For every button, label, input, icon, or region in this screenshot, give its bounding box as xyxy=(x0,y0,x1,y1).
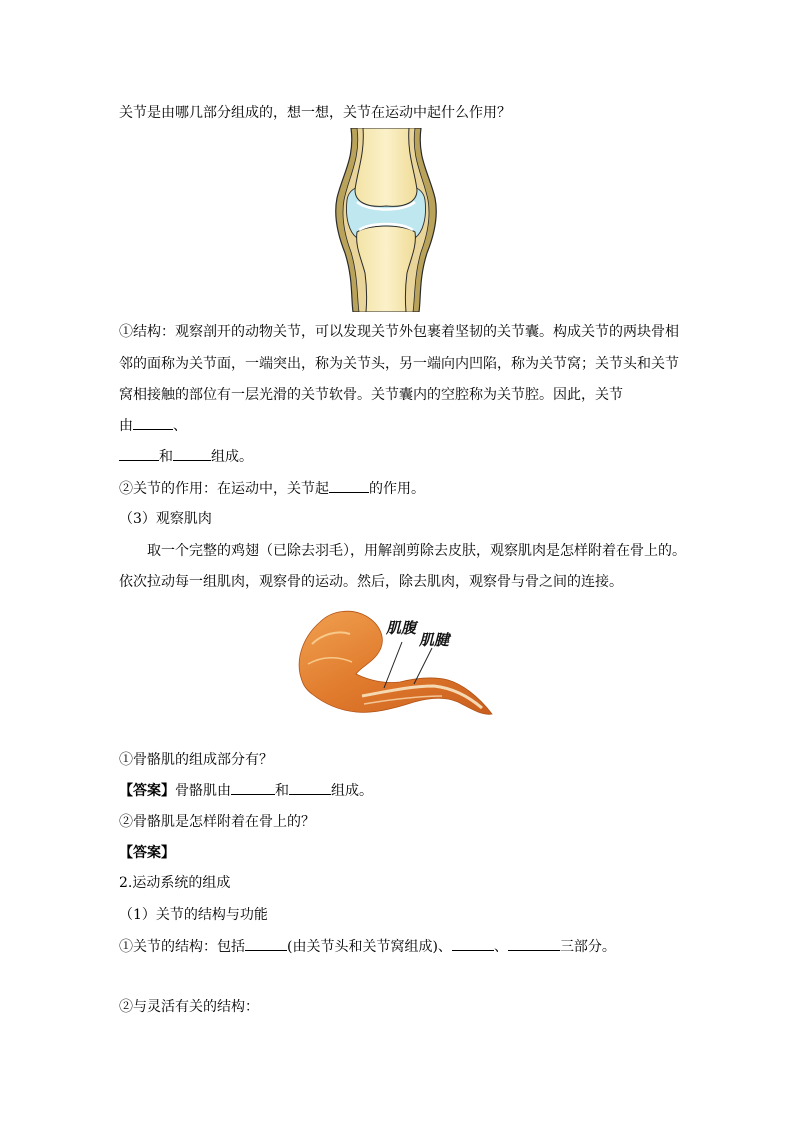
section-joint-structure-function: （1）关节的结构与功能 xyxy=(119,907,268,923)
text-you: 由 xyxy=(119,418,133,434)
muscle-para-line2: 依次拉动每一组肌肉，观察骨的运动。然后，除去肌肉，观察骨与骨之间的连接。 xyxy=(119,574,623,590)
section-observe-muscle: （3）观察肌肉 xyxy=(119,511,212,527)
joint-structure-line1: ①结构：观察剖开的动物关节，可以发现关节外包裹着坚韧的关节囊。构成关节的两块骨相 xyxy=(119,324,679,340)
joint-function-text: ②关节的作用：在运动中，关节起 xyxy=(119,481,329,497)
answer-1-line xyxy=(119,780,373,801)
struct-text-a: ①关节的结构：包括 xyxy=(119,939,245,955)
question-skeletal-muscle-parts: ①骨骼肌的组成部分有？ xyxy=(119,752,273,768)
joint-illustration xyxy=(335,128,437,312)
answer-tag: 【答案】 xyxy=(119,783,175,799)
muscle-para-line1: 取一个完整的鸡翅（已除去羽毛），用解剖剪除去皮肤，观察肌肉是怎样附着在骨上的。 xyxy=(147,543,686,559)
flexibility-structure-line: ②与灵活有关的结构： xyxy=(119,999,259,1015)
answer-1-he: 和 xyxy=(275,783,289,799)
label-tendon: 肌腱 xyxy=(419,631,450,649)
joint-structure-summary xyxy=(119,936,616,957)
joint-function-end: 的作用。 xyxy=(369,481,425,497)
answer-1-end: 组成。 xyxy=(331,783,373,799)
blank-6[interactable] xyxy=(289,780,331,795)
struct-text-c: 、 xyxy=(493,939,508,955)
blank-7[interactable] xyxy=(245,936,287,951)
blank-3[interactable] xyxy=(173,446,211,461)
answer-2-tag: 【答案】 xyxy=(119,845,175,861)
text-he: 和 xyxy=(159,449,173,465)
joint-structure-line3: 窝相接触的部位有一层光滑的关节软骨。关节囊内的空腔称为关节腔。因此，关节 xyxy=(119,387,623,403)
blank-8[interactable] xyxy=(452,936,494,951)
text-zucheng: 组成。 xyxy=(211,449,253,465)
blank-2[interactable] xyxy=(119,446,159,461)
label-muscle-belly: 肌腹 xyxy=(386,619,417,637)
blank-1[interactable] xyxy=(133,415,173,430)
blank-5[interactable] xyxy=(231,780,275,795)
joint-structure-line4 xyxy=(119,415,187,436)
blank-9[interactable] xyxy=(508,936,560,951)
section-motor-system: 2.运动系统的组成 xyxy=(119,875,231,891)
joint-structure-line2: 邻的面称为关节面，一端突出，称为关节头，另一端向内凹陷，称为关节窝；关节头和关节 xyxy=(119,356,679,372)
question-muscle-attachment: ②骨骼肌是怎样附着在骨上的？ xyxy=(119,814,315,830)
struct-text-d: 三部分。 xyxy=(559,939,616,955)
answer-1-text: 骨骼肌由 xyxy=(175,783,231,799)
joint-function-line xyxy=(119,478,425,499)
struct-text-b: (由关节头和关节窝组成)、 xyxy=(287,939,452,955)
question-joint-parts: 关节是由哪几部分组成的，想一想，关节在运动中起什么作用？ xyxy=(119,105,511,121)
text-comma: 、 xyxy=(173,418,187,434)
blank-4[interactable] xyxy=(329,478,369,493)
joint-structure-line5 xyxy=(119,446,253,467)
